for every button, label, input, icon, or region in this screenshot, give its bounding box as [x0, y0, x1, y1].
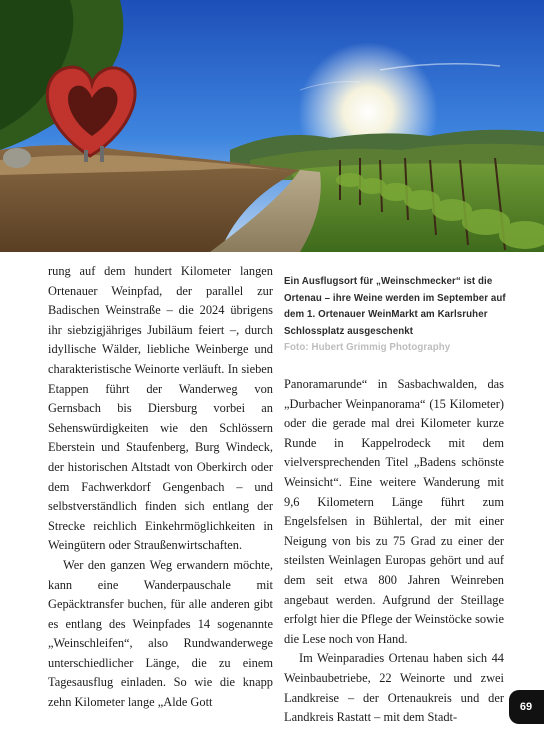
body-paragraph: Panoramarunde“ in Sasbachwalden, das „Durbacher Weinpanorama“ (15 Kilometer) oder die gerade mal drei Kilometer kurze Runde in Kappelrodeck mit dem vielversprechenden Titel „Badens schönste Weinsicht“. Eine weitere Wanderung mit 9,6 Kilometern Länge führt zum Engelsfelsen in Bühlertal, der mit einer Neigung von bis zu 75 Grad zu einer der steilsten Weinlagen Europas gehört und auf dem seit etwa 800 Jahren Weinreben angebaut werden. Aufgrund der Steillage erfolgt hier die Pflege der Weinstöcke sowie die Lese noch von Hand. — [284, 377, 504, 646]
photo-credit: Foto: Hubert Grimmig Photography — [284, 342, 451, 354]
body-paragraph: Im Weinparadies Ortenau haben sich 44 Weinbaubetriebe, 22 Weinorte und zwei Landkreise – der Ortenaukreis und der Landkreis Rastatt – mit dem Stadt- — [284, 651, 504, 725]
right-text-column — [284, 375, 504, 728]
left-text-column — [48, 262, 273, 713]
page-number-tab — [509, 690, 544, 724]
body-paragraph: rung auf dem hundert Kilometer langen Ortenauer Weinpfad, der parallel zur Badischen Weinstraße – die 2024 übrigens ihr siebzigjähriges Jubiläum feiert –, durch idyllische Wälder, liebliche Weinberge und charakteristische Weinorte verläuft. In sieben Etappen führt der Wanderweg von Gernsbach bis Diersburg vorbei an Sehenswürdigkeiten wie den Schlössern Eberstein und Staufenberg, Burg Windeck, der historischen Altstadt von Oberkirch oder dem Fachwerkdorf Gengenbach – und selbstverständlich finden sich entlang der Strecke reichlich Einkehrmöglichkeiten in Weingütern oder Straußenwirtschaften. — [48, 264, 273, 553]
photo-caption — [284, 274, 516, 357]
body-paragraph: Wer den ganzen Weg erwandern möchte, kann eine Wanderpauschale mit Gepäcktransfer buchen, für alle anderen gibt es entlang des Weinpfades 14 sogenannte „Weinschleifen“, also Rundwanderwege unterschiedlicher Länge, die zu einem Tagesausflug einladen. So wie die knapp zehn Kilometer lange „Alde Gott — [48, 557, 273, 710]
header-photo — [0, 0, 544, 252]
caption-text: Ein Ausflugsort für „Weinschmecker“ ist die Ortenau – ihre Weine werden im September auf dem 1. Ortenauer WeinMarkt am Karlsruher Schlossplatz ausgeschenkt — [284, 276, 506, 337]
page-number: 69 — [519, 701, 533, 713]
